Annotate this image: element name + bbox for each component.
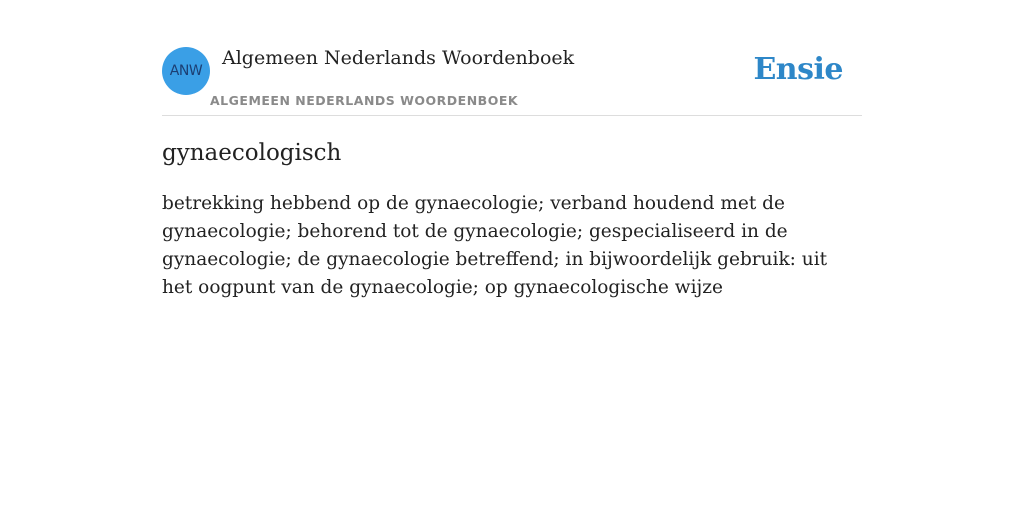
- source-title[interactable]: Algemeen Nederlands Woordenboek: [222, 47, 575, 69]
- source-subtitle: ALGEMEEN NEDERLANDS WOORDENBOEK: [210, 93, 519, 108]
- source-logo-text: ANW: [169, 63, 203, 79]
- entry-card: [162, 40, 862, 302]
- source-logo[interactable]: [162, 47, 210, 95]
- entry-headword: gynaecologisch: [162, 140, 342, 166]
- entry-header: [162, 40, 862, 116]
- entry-definition: betrekking hebbend op de gynaecologie; verband houdend met de gynaecologie; behorend tot de gynaecologie; gespecialiseerd in de gynaecologie; de gynaecologie betreffend; in bijwoordelijk gebruik: uit het oogpunt van de gynaecologie; op gynaecologische wijze: [162, 193, 828, 298]
- brand-logo-link[interactable]: Ensie: [753, 52, 843, 87]
